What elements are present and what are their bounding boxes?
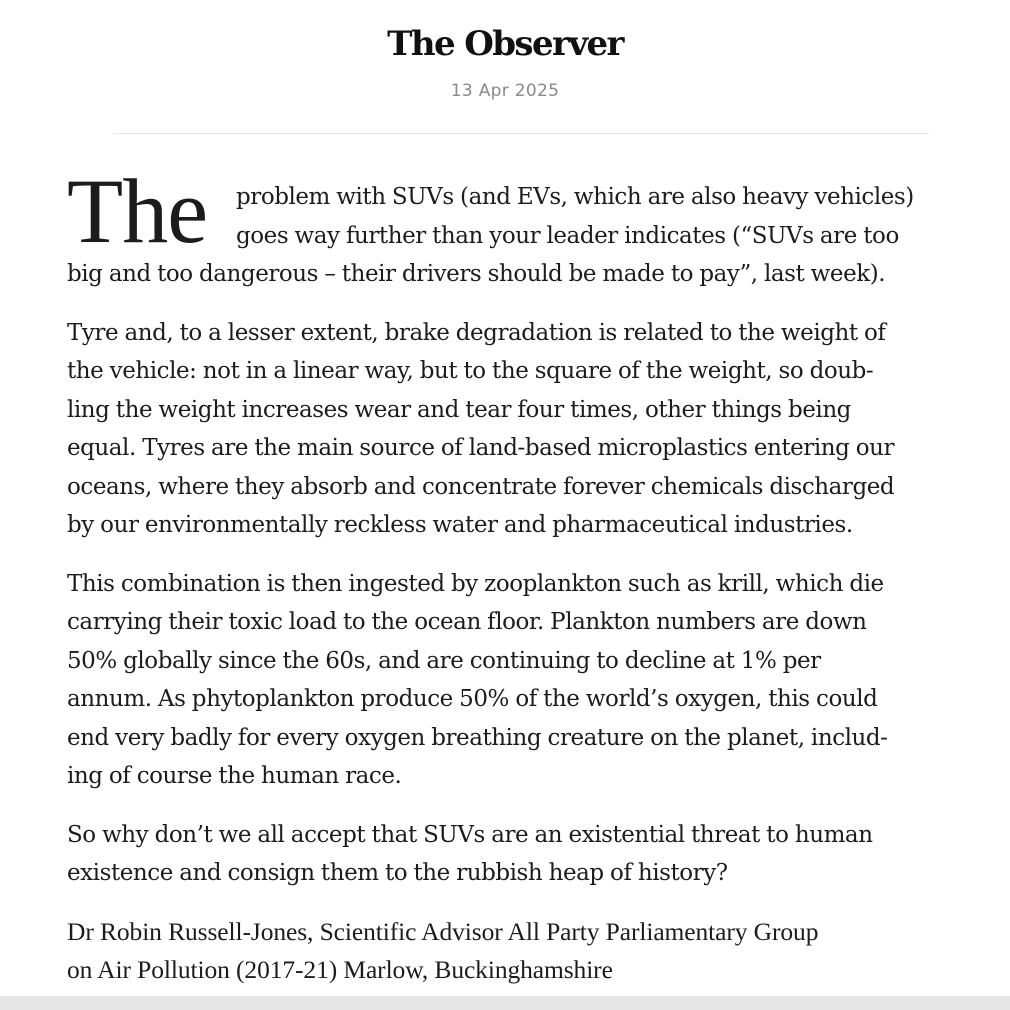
drop-cap: The bbox=[67, 160, 208, 262]
text-line: by our environmentally reckless water and pharmaceutical industries. bbox=[67, 512, 853, 538]
text-line: oceans, where they absorb and concentrate forever chemicals discharged bbox=[67, 473, 895, 500]
text-line: Tyre and, to a lesser extent, brake degradation is related to the weight of bbox=[67, 319, 886, 346]
text-line: ling the weight increases wear and tear four times, other things being bbox=[67, 396, 851, 423]
text-line: big and too dangerous – their drivers should be made to pay”, last week). bbox=[67, 261, 886, 287]
article-body bbox=[67, 160, 967, 1010]
text-line: This combination is then ingested by zooplankton such as krill, which die bbox=[67, 570, 884, 597]
paragraph-2 bbox=[67, 314, 967, 545]
paragraph-1 bbox=[67, 160, 967, 294]
paragraph-4 bbox=[67, 816, 967, 893]
paragraph-3 bbox=[67, 565, 967, 796]
text-line: annum. As phytoplankton produce 50% of the world’s oxygen, this could bbox=[67, 686, 878, 712]
text-line: end very badly for every oxygen breathing creature on the planet, includ- bbox=[67, 724, 888, 751]
header-divider bbox=[113, 133, 929, 134]
text-line: equal. Tyres are the main source of land-based microplastics entering our bbox=[67, 435, 895, 461]
text-line: problem with SUVs (and EVs, which are also heavy vehicles) bbox=[236, 184, 914, 210]
publication-date: 13 Apr 2025 bbox=[450, 81, 560, 101]
masthead-logo: The Observer bbox=[387, 24, 623, 64]
text-line: the vehicle: not in a linear way, but to the square of the weight, so doub- bbox=[67, 358, 874, 384]
text-line: carrying their toxic load to the ocean floor. Plankton numbers are down bbox=[67, 609, 867, 635]
author-signature bbox=[67, 913, 967, 990]
text-line: existence and consign them to the rubbish heap of history? bbox=[67, 860, 728, 886]
signature-line: on Air Pollution (2017-21) Marlow, Buckinghamshire bbox=[67, 955, 613, 984]
text-line: 50% globally since the 60s, and are continuing to decline at 1% per bbox=[67, 647, 821, 674]
text-line: So why don’t we all accept that SUVs are an existential threat to human bbox=[67, 821, 873, 848]
signature-line: Dr Robin Russell-Jones, Scientific Advisor All Party Parliamentary Group bbox=[67, 916, 819, 946]
text-line: goes way further than your leader indicates (“SUVs are too bbox=[236, 222, 899, 249]
text-line: ing of course the human race. bbox=[67, 763, 402, 789]
bottom-scroll-edge bbox=[0, 996, 1010, 1010]
